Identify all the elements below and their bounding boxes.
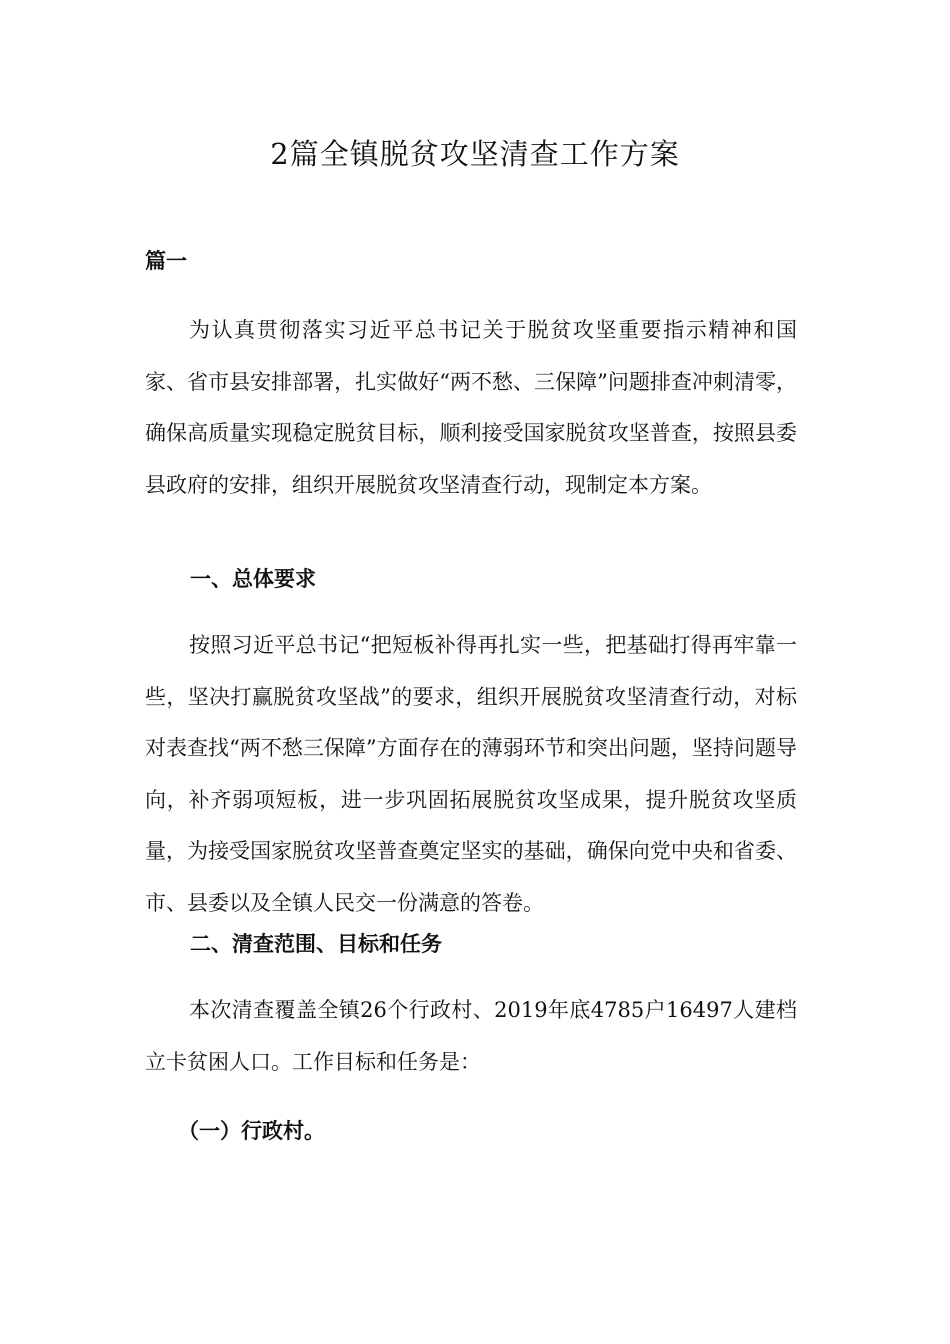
paragraph-general-requirements: 按照习近平总书记“把短板补得再扎实一些，把基础打得再牢靠一些，坚决打赢脱贫攻坚战”的要求，组织开展脱贫攻坚清查行动，对标对表查找“两不愁三保障”方面存在的薄弱环节和突出问题，坚持问题导向，补齐弱项短板，进一步巩固拓展脱贫攻坚成果，提升脱贫攻坚质量，为接受国家脱贫攻坚普查奠定坚实的基础，确保向党中央和省委、市、县委以及全镇人民交一份满意的答卷。 bbox=[145, 633, 797, 915]
heading-scope-goals-tasks: 二、清查范围、目标和任务 bbox=[190, 932, 442, 956]
heading-general-requirements: 一、总体要求 bbox=[190, 567, 316, 591]
heading-administrative-village: （一）行政村。 bbox=[178, 1119, 325, 1143]
document-title: 2篇全镇脱贫攻坚清查工作方案 bbox=[270, 137, 680, 171]
paragraph-scope: 本次清查覆盖全镇26个行政村、2019年底4785户16497人建档立卡贫困人口。工作目标和任务是： bbox=[145, 998, 797, 1074]
intro-paragraph: 为认真贯彻落实习近平总书记关于脱贫攻坚重要指示精神和国家、省市县安排部署，扎实做好“两不愁、三保障”问题排查冲刺清零，确保高质量实现稳定脱贫目标，顺利接受国家脱贫攻坚普查，按照县委县政府的安排，组织开展脱贫攻坚清查行动，现制定本方案。 bbox=[145, 318, 797, 497]
section-label: 篇一 bbox=[145, 249, 187, 273]
